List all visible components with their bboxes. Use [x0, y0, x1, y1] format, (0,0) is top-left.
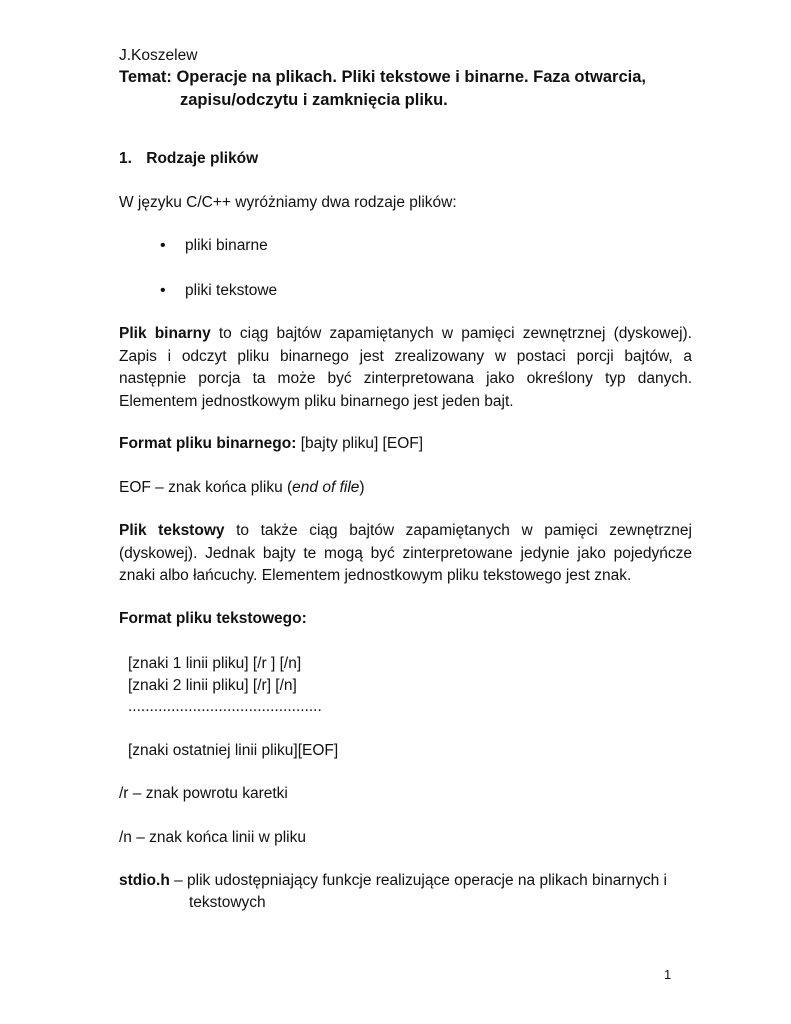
text-format-label: Format pliku tekstowego:	[119, 610, 307, 627]
stdio-definition-line2: tekstowych	[189, 894, 266, 911]
stdio-definition-line1: – plik udostępniający funkcje realizujące operacje na plikach binarnych i	[169, 872, 667, 889]
section-heading	[119, 150, 258, 168]
binary-definition: to ciąg bajtów zapamiętanych w pamięci zewnętrznej (dyskowej). Zapis i odczyt pliku binarnego jest zrealizowany w postaci porcji bajtów, a następnie porcja ta może być zinterpretowana jako określony typ danych. Elementem jednostkowym pliku binarnego jest jeden bajt.	[119, 325, 692, 410]
binary-term: Plik binarny	[119, 325, 211, 342]
format-line-last: [znaki ostatniej linii pliku][EOF]	[128, 742, 339, 759]
format-line-1: [znaki 1 linii pliku] [/r ] [/n]	[128, 655, 302, 672]
intro-text: W języku C/C++ wyróżniamy dwa rodzaje plików:	[119, 194, 457, 211]
text-definition: to także ciąg bajtów zapamiętanych w pamięci zewnętrznej (dyskowej). Jednak bajty te mogą być zinterpretowane jedynie jako pojedyńcze znaki albo łańcuchy. Elementem jednostkowym pliku tekstowego jest znak.	[119, 522, 692, 584]
bullet-item-text: pliki tekstowe	[185, 282, 278, 299]
bullet-item-binary: pliki binarne	[185, 237, 268, 254]
binary-format	[119, 435, 423, 453]
text-term: Plik tekstowy	[119, 522, 225, 539]
bullet-icon: •	[160, 237, 166, 254]
eof-prefix: EOF – znak końca pliku (	[119, 479, 293, 496]
bullet-icon: •	[160, 282, 166, 299]
binary-format-value: [bajty pliku] [EOF]	[296, 435, 424, 452]
page-title-line1: Temat: Operacje na plikach. Pliki tekstowe i binarne. Faza otwarcia,	[119, 68, 646, 86]
section-number: 1.	[119, 150, 132, 167]
format-line-2: [znaki 2 linii pliku] [/r] [/n]	[128, 677, 297, 694]
eof-italic: end of file	[292, 479, 360, 496]
author: J.Koszelew	[119, 47, 198, 64]
binary-format-label: Format pliku binarnego:	[119, 435, 297, 452]
stdio-definition	[119, 872, 667, 890]
r-definition: /r – znak powrotu karetki	[119, 785, 288, 802]
eof-suffix: )	[359, 479, 365, 496]
stdio-term: stdio.h	[119, 872, 170, 889]
eof-definition	[119, 479, 365, 497]
n-definition: /n – znak końca linii w pliku	[119, 829, 306, 846]
page-number: 1	[664, 967, 672, 982]
binary-file-paragraph	[119, 323, 692, 413]
text-file-paragraph	[119, 520, 692, 588]
section-title: Rodzaje plików	[146, 150, 259, 167]
page-title-line2: zapisu/odczytu i zamknięcia pliku.	[180, 91, 448, 109]
format-line-dots: .............................................	[128, 698, 322, 715]
